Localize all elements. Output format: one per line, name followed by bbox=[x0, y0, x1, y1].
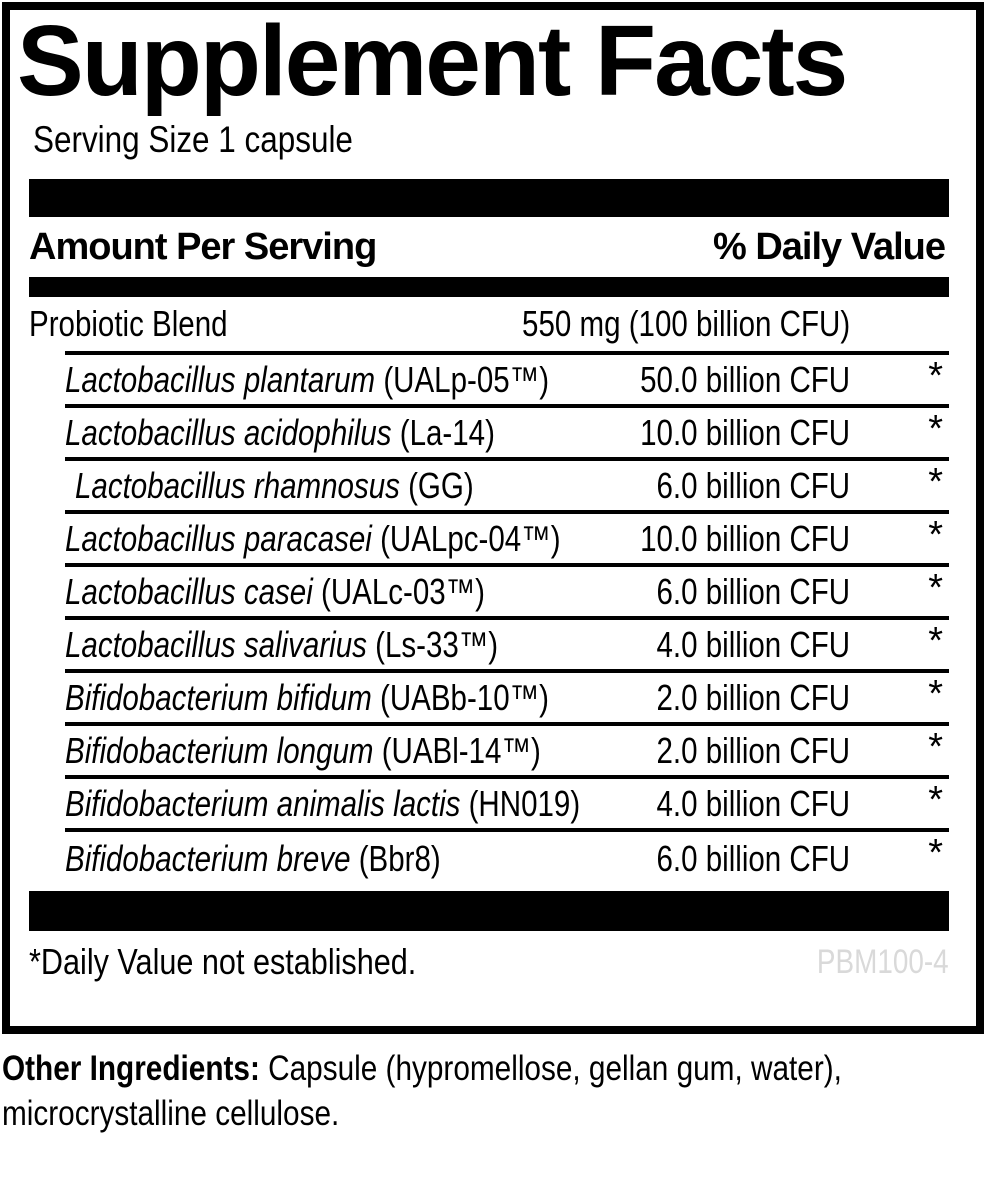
panel-title: Supplement Facts bbox=[17, 5, 847, 117]
ingredient-amount: 10.0 billion CFU bbox=[639, 411, 850, 453]
ingredient-amount: 6.0 billion CFU bbox=[656, 570, 850, 612]
ingredient-dv-asterisk: * bbox=[928, 832, 943, 874]
serving-size: Serving Size 1 capsule bbox=[33, 119, 353, 160]
blend-name: Probiotic Blend bbox=[29, 303, 228, 344]
blend-amount: 550 mg (100 billion CFU) bbox=[521, 303, 850, 344]
amount-per-serving-label: Amount Per Serving bbox=[29, 225, 377, 268]
ingredient-dv-asterisk: * bbox=[928, 461, 943, 503]
ingredient-name: Bifidobacterium animalis lactis (HN019) bbox=[65, 782, 581, 824]
ingredient-row bbox=[65, 832, 949, 885]
daily-value-footnote: *Daily Value not established. bbox=[29, 941, 417, 982]
ingredient-amount: 6.0 billion CFU bbox=[656, 464, 850, 506]
ingredient-dv-asterisk: * bbox=[928, 779, 943, 821]
ingredient-name: Lactobacillus casei (UALc-03™) bbox=[65, 570, 486, 612]
ingredient-amount: 6.0 billion CFU bbox=[656, 837, 850, 879]
column-header-row bbox=[29, 217, 949, 277]
ingredient-amount: 4.0 billion CFU bbox=[656, 623, 850, 665]
ingredient-name: Bifidobacterium bifidum (UABb-10™) bbox=[65, 676, 549, 718]
supplement-facts-panel bbox=[2, 2, 984, 1034]
ingredient-row bbox=[65, 567, 949, 620]
ingredient-row bbox=[65, 620, 949, 673]
ingredient-dv-asterisk: * bbox=[928, 567, 943, 609]
ingredient-name: Lactobacillus acidophilus (La-14) bbox=[65, 411, 495, 453]
ingredient-amount: 10.0 billion CFU bbox=[639, 517, 850, 559]
ingredient-dv-asterisk: * bbox=[928, 726, 943, 768]
ingredient-name: Bifidobacterium breve (Bbr8) bbox=[65, 837, 441, 879]
ingredient-row bbox=[65, 726, 949, 779]
ingredient-amount: 4.0 billion CFU bbox=[656, 782, 850, 824]
other-ingredients bbox=[2, 1046, 985, 1136]
footnote-row bbox=[29, 940, 949, 984]
ingredient-dv-asterisk: * bbox=[928, 620, 943, 662]
ingredient-dv-asterisk: * bbox=[928, 673, 943, 715]
thick-divider-bar bbox=[29, 277, 949, 297]
ingredient-dv-asterisk: * bbox=[928, 514, 943, 556]
other-ingredients-line1 bbox=[2, 1046, 985, 1091]
ingredient-name: Lactobacillus salivarius (Ls-33™) bbox=[65, 623, 499, 665]
ingredient-row bbox=[65, 355, 949, 408]
ingredient-name: Lactobacillus rhamnosus (GG) bbox=[75, 464, 474, 506]
ingredient-row bbox=[65, 461, 949, 514]
ingredient-name: Lactobacillus plantarum (UALp-05™) bbox=[65, 358, 550, 400]
ingredient-row bbox=[65, 408, 949, 461]
daily-value-label: % Daily Value bbox=[712, 225, 945, 268]
ingredient-row bbox=[65, 673, 949, 726]
ingredient-row bbox=[65, 514, 949, 567]
ingredient-dv-asterisk: * bbox=[928, 408, 943, 450]
product-code: PBM100-4 bbox=[817, 942, 949, 981]
ingredient-amount: 2.0 billion CFU bbox=[656, 729, 850, 771]
header-divider-bar bbox=[29, 179, 949, 217]
footnote-divider-bar bbox=[29, 891, 949, 931]
ingredient-amount: 50.0 billion CFU bbox=[639, 358, 850, 400]
ingredient-name: Lactobacillus paracasei (UALpc-04™) bbox=[65, 517, 561, 559]
other-ingredients-label: Other Ingredients: bbox=[2, 1049, 260, 1088]
ingredient-name: Bifidobacterium longum (UABl-14™) bbox=[65, 729, 541, 771]
ingredient-row bbox=[65, 779, 949, 832]
probiotic-blend-row bbox=[29, 297, 949, 351]
other-ingredients-line2: microcrystalline cellulose. bbox=[2, 1094, 340, 1133]
ingredient-list bbox=[65, 351, 949, 885]
other-ingredients-text: Capsule (hypromellose, gellan gum, water), bbox=[259, 1049, 842, 1088]
ingredient-amount: 2.0 billion CFU bbox=[656, 676, 850, 718]
ingredient-dv-asterisk: * bbox=[928, 355, 943, 397]
